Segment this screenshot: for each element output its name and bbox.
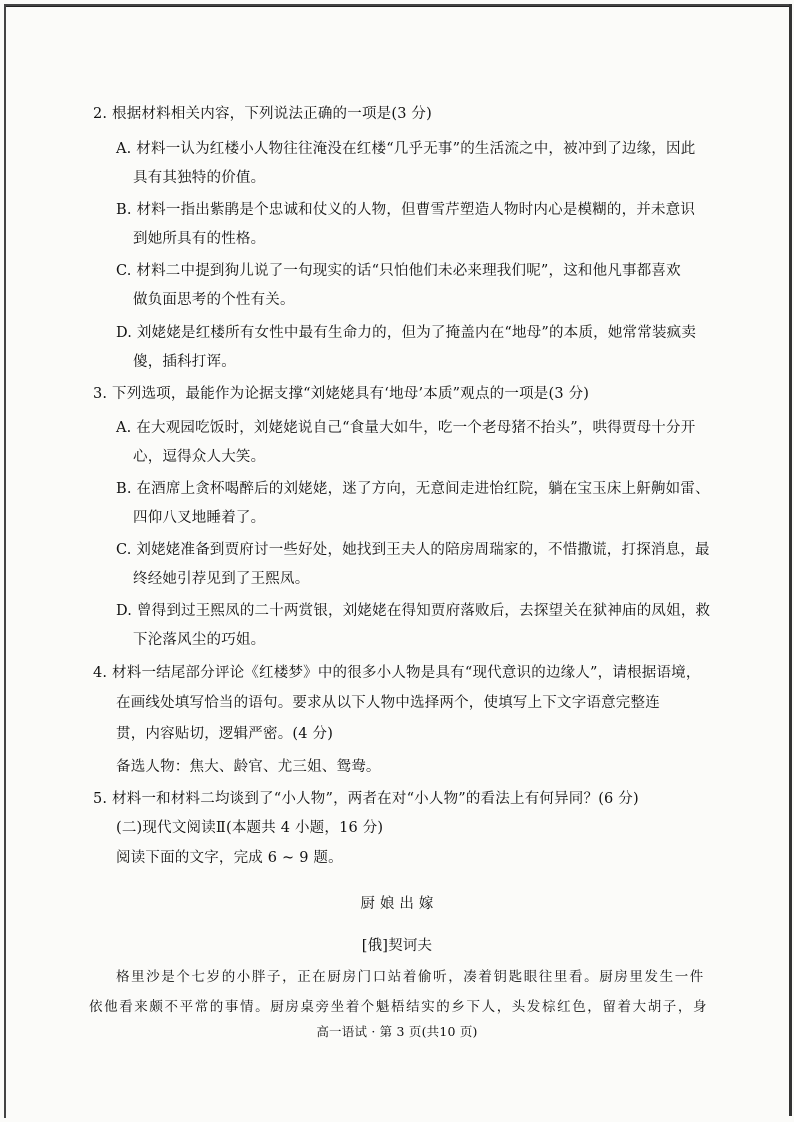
question-3-option-b-cont: 四仰八叉地睡着了。 [133, 510, 266, 526]
story-paragraph-line-2: 依他看来颇不平常的事情。厨房桌旁坐着个魁梧结实的乡下人，头发棕红色，留着大胡子，身 [89, 999, 709, 1015]
question-4-stem-cont-2: 贯，内容贴切，逻辑严密。(4 分) [116, 726, 334, 742]
question-3-option-d: D. 曾得到过王熙凤的二十两赏银，刘姥姥在得知贾府落败后，去探望关在狱神庙的凤姐，救 [116, 603, 711, 619]
question-2-option-b: B. 材料一指出紫鹃是个忠诚和仗义的人物，但曹雪芹塑造人物时内心是模糊的，并未意识 [116, 202, 696, 218]
question-3-option-a-cont: 心，逗得众人大笑。 [133, 449, 266, 465]
question-2-option-d-cont: 傻，插科打诨。 [133, 354, 236, 370]
question-2-stem: 2. 根据材料相关内容，下列说法正确的一项是(3 分) [93, 106, 432, 122]
question-3-option-c: C. 刘姥姥准备到贾府讨一些好处，她找到王夫人的陪房周瑞家的，不惜撒谎，打探消息，最 [116, 542, 710, 558]
question-5-stem: 5. 材料一和材料二均谈到了“小人物”，两者在对“小人物”的看法上有何异同？(6 分) [93, 791, 639, 807]
question-2-option-d: D. 刘姥姥是红楼所有女性中最有生命力的，但为了掩盖内在“地母”的本质，她常常装疯卖 [116, 325, 697, 341]
section-instruction: 阅读下面的文字，完成 6 ~ 9 题。 [116, 850, 343, 866]
question-4-stem-cont-1: 在画线处填写恰当的语句。要求从以下人物中选择两个，使填写上下文字语意完整连 [116, 695, 660, 711]
question-2-option-a-cont: 具有其独特的价值。 [133, 170, 266, 186]
question-2-option-c: C. 材料二中提到狗儿说了一句现实的话“只怕他们未必来理我们呢”，这和他凡事都喜欢 [116, 263, 681, 279]
story-author: [俄]契诃夫 [361, 938, 433, 954]
page-footer: 高一语试 · 第 3 页(共10 页) [316, 1024, 478, 1039]
question-4-stem: 4. 材料一结尾部分评论《红楼梦》中的很多小人物是具有“现代意识的边缘人”，请根据语境， [93, 665, 701, 681]
question-3-option-b: B. 在酒席上贪杯喝醉后的刘姥姥，迷了方向，无意间走进怡红院，躺在宝玉床上鼾齁如雷、 [116, 481, 710, 497]
question-3-option-d-cont: 下沦落风尘的巧姐。 [133, 632, 266, 648]
question-4-candidates: 备选人物：焦大、龄官、尤三姐、鸳鸯。 [116, 759, 381, 775]
question-3-option-c-cont: 终经她引荐见到了王熙凤。 [133, 571, 310, 587]
story-paragraph-line-1: 格里沙是个七岁的小胖子，正在厨房门口站着偷听，凑着钥匙眼往里看。厨房里发生一件 [116, 969, 705, 985]
question-2-option-b-cont: 到她所具有的性格。 [133, 231, 266, 247]
section-heading: (二)现代文阅读Ⅱ(本题共 4 小题，16 分) [116, 820, 384, 836]
story-title: 厨 娘 出 嫁 [360, 896, 434, 912]
question-2-option-c-cont: 做负面思考的个性有关。 [133, 292, 295, 308]
question-3-option-a: A. 在大观园吃饭时，刘姥姥说自己“食量大如牛，吃一个老母猪不抬头”，哄得贾母十分开 [116, 420, 696, 436]
question-3-stem: 3. 下列选项，最能作为论据支撑“刘姥姥具有‘地母’本质”观点的一项是(3 分) [93, 386, 590, 402]
question-2-option-a: A. 材料一认为红楼小人物往往淹没在红楼“几乎无事”的生活流之中，被冲到了边缘，因此 [116, 141, 696, 157]
